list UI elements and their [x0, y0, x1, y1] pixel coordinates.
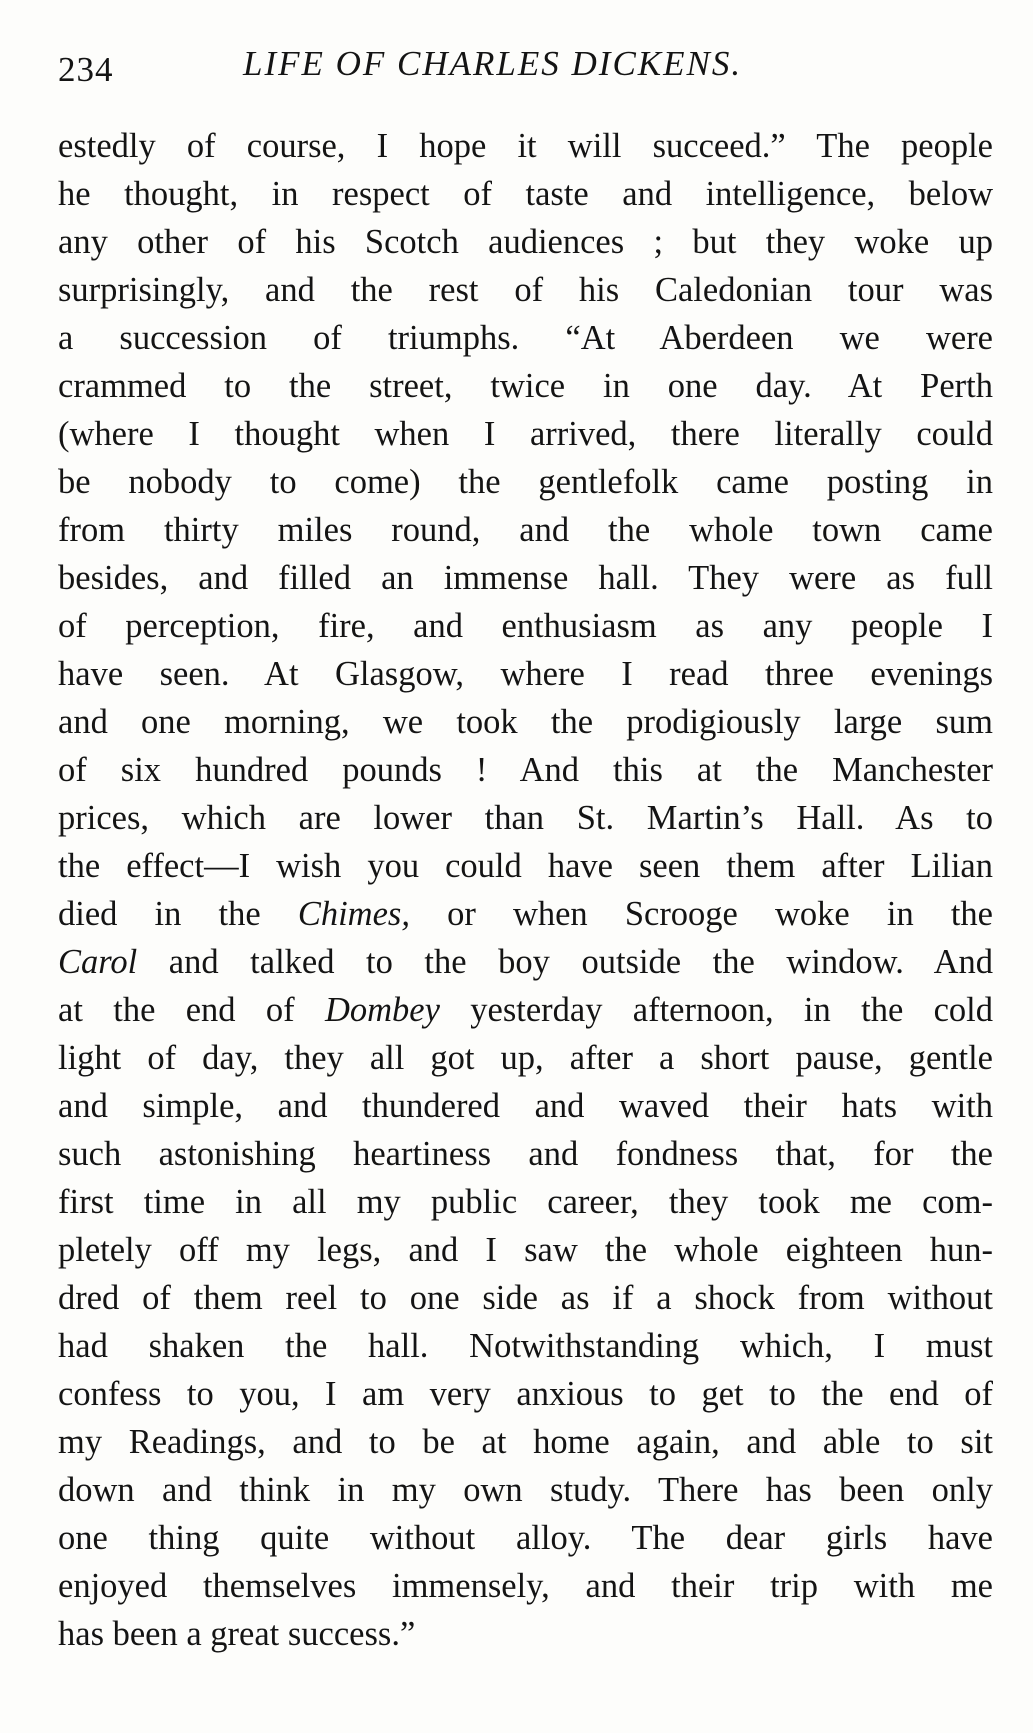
text-run: besides, and filled an immense hall. They were as full [58, 559, 993, 597]
text-run: be nobody to come) the gentlefolk came posting in [58, 463, 993, 501]
running-title: LIFE OF CHARLES DICKENS. [243, 44, 743, 83]
text-line [58, 794, 993, 842]
text-run: he thought, in respect of taste and intelligence, below [58, 175, 993, 213]
text-line [58, 1274, 993, 1322]
italic-title: Dombey [324, 991, 440, 1029]
text-run: one thing quite without alloy. The dear girls have [58, 1519, 993, 1557]
text-run: of perception, fire, and enthusiasm as any people I [58, 607, 993, 645]
text-line [58, 986, 993, 1034]
text-run: from thirty miles round, and the whole town came [58, 511, 993, 549]
text-line [58, 410, 993, 458]
text-line [58, 1130, 993, 1178]
text-run: enjoyed themselves immensely, and their trip with me [58, 1567, 993, 1605]
running-head [58, 44, 993, 94]
text-line [58, 314, 993, 362]
text-line [58, 458, 993, 506]
text-line [58, 1610, 993, 1658]
text-line [58, 218, 993, 266]
text-run: and one morning, we took the prodigiously large sum [58, 703, 993, 741]
text-run: a succession of triumphs. “At Aberdeen we were [58, 319, 993, 357]
text-line [58, 506, 993, 554]
text-run: crammed to the street, twice in one day. At Perth [58, 367, 993, 405]
text-run: and talked to the boy outside the window. And [137, 943, 993, 981]
text-run: have seen. At Glasgow, where I read three evenings [58, 655, 993, 693]
text-run: down and think in my own study. There has been only [58, 1471, 993, 1509]
text-line [58, 938, 993, 986]
text-run: at the end of [58, 991, 325, 1029]
text-line [58, 1034, 993, 1082]
text-run: has been a great success.” [58, 1615, 416, 1653]
text-run: confess to you, I am very anxious to get to the end of [58, 1375, 993, 1413]
italic-title: Chimes, [297, 895, 410, 933]
text-line [58, 1322, 993, 1370]
text-line [58, 1082, 993, 1130]
italic-title: Carol [58, 943, 138, 981]
text-run: any other of his Scotch audiences ; but they woke up [58, 223, 993, 261]
text-line [58, 890, 993, 938]
text-run: had shaken the hall. Notwithstanding which, I must [58, 1327, 993, 1365]
text-line [58, 1178, 993, 1226]
text-line [58, 650, 993, 698]
text-line [58, 698, 993, 746]
text-line [58, 1418, 993, 1466]
text-run: such astonishing heartiness and fondness that, for the [58, 1135, 993, 1173]
text-line [58, 266, 993, 314]
text-line [58, 842, 993, 890]
text-run: estedly of course, I hope it will succeed.” The people [58, 127, 993, 165]
text-run: my Readings, and to be at home again, and able to sit [58, 1423, 993, 1461]
text-line [58, 1226, 993, 1274]
text-run: pletely off my legs, and I saw the whole eighteen hun- [58, 1231, 993, 1269]
text-run: dred of them reel to one side as if a shock from without [58, 1279, 993, 1317]
text-run: surprisingly, and the rest of his Caledonian tour was [58, 271, 993, 309]
text-line [58, 1562, 993, 1610]
body-text [58, 122, 993, 1658]
text-run: of six hundred pounds ! And this at the Manchester [58, 751, 993, 789]
text-run: or when Scrooge woke in the [409, 895, 993, 933]
text-line [58, 170, 993, 218]
text-run: died in the [58, 895, 298, 933]
text-run: first time in all my public career, they took me com- [58, 1183, 993, 1221]
text-run: light of day, they all got up, after a short pause, gentle [58, 1039, 993, 1077]
text-line [58, 1466, 993, 1514]
text-run: yesterday afternoon, in the cold [439, 991, 993, 1029]
text-line [58, 362, 993, 410]
text-line [58, 1370, 993, 1418]
text-run: and simple, and thundered and waved their hats with [58, 1087, 993, 1125]
text-run: the effect—I wish you could have seen them after Lilian [58, 847, 993, 885]
text-line [58, 554, 993, 602]
text-line [58, 122, 993, 170]
text-line [58, 746, 993, 794]
text-line [58, 602, 993, 650]
page-number: 234 [58, 50, 114, 89]
text-run: (where I thought when I arrived, there literally could [58, 415, 993, 453]
text-line [58, 1514, 993, 1562]
text-run: prices, which are lower than St. Martin’s Hall. As to [58, 799, 993, 837]
